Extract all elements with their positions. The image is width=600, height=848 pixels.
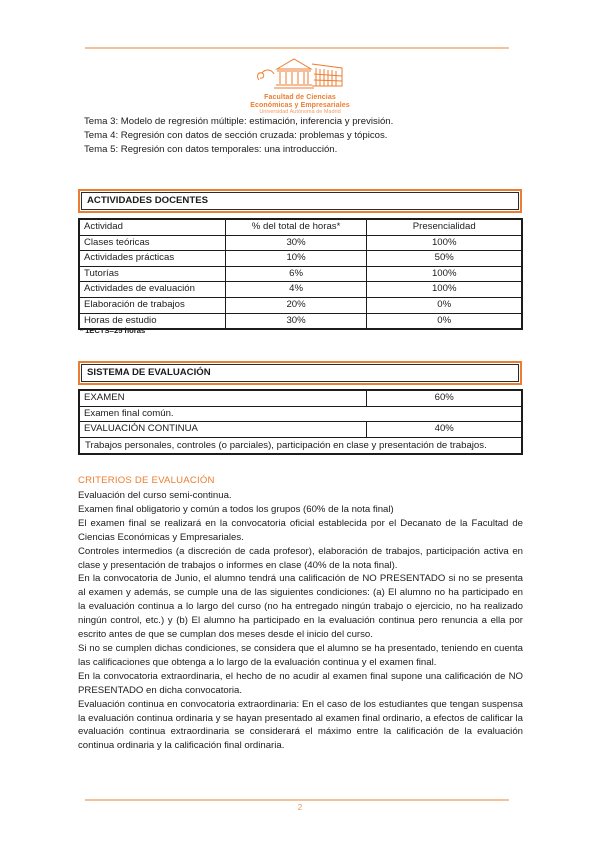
faculty-logo: [0, 56, 600, 115]
logo-text-line2: Económicas y Empresariales: [250, 101, 350, 109]
paragraph: Evaluación continua en convocatoria extraordinaria: En el caso de los estudiantes que tengan suspensa la evaluación continua ordinaria y se hayan presentado al examen final ordinario, a efectos de calificar la evaluación continua extraordinaria se considerará el máximo entre la calificación de la evaluación continua ordinaria y la calificación final ordinaria.: [78, 698, 523, 752]
cell-horas: 20%: [225, 297, 367, 313]
table-row: [79, 437, 522, 454]
cell-horas: 30%: [225, 313, 367, 329]
table-row: [79, 422, 522, 438]
cell-examen-weight: 60%: [367, 390, 522, 406]
cell-actividad: Horas de estudio: [79, 313, 225, 329]
criterios-heading: CRITERIOS DE EVALUACIÓN: [78, 475, 215, 486]
col-header-horas: % del total de horas*: [225, 219, 367, 235]
table-row: [79, 406, 522, 422]
col-header-presencialidad: Presencialidad: [367, 219, 522, 235]
cell-horas: 30%: [225, 235, 367, 251]
section-header-actividades: [78, 189, 522, 213]
paragraph: Evaluación del curso semi-continua.: [78, 490, 232, 501]
cell-examen-label: EXAMEN: [79, 390, 367, 406]
temas-list: [84, 115, 393, 156]
cell-horas: 4%: [225, 282, 367, 298]
table-row: [79, 266, 522, 282]
footer-rule: [85, 799, 509, 801]
cell-actividad: Tutorías: [79, 266, 225, 282]
university-building-icon: [250, 56, 350, 94]
logo-text-line3: Universidad Autónoma de Madrid: [259, 109, 341, 116]
section-title: SISTEMA DE EVALUACIÓN: [81, 364, 519, 382]
cell-continua-desc: Trabajos personales, controles (o parciales), participación en clase y presentación de trabajos.: [79, 437, 522, 454]
actividades-table: [78, 218, 523, 330]
cell-horas: 6%: [225, 266, 367, 282]
cell-presencialidad: 50%: [367, 251, 522, 267]
tema-line-4: Tema 4: Regresión con datos de sección cruzada: problemas y tópicos.: [84, 129, 388, 141]
evaluacion-table: [78, 389, 523, 455]
header-rule: [85, 47, 509, 49]
paragraph: Si no se cumplen dichas condiciones, se considera que el alumno se ha presentado, teniendo en cuenta las calificaciones que obtenga a lo largo de la evaluación continua y el examen final.: [78, 642, 523, 668]
tema-line-3: Tema 3: Modelo de regresión múltiple: estimación, inferencia y previsión.: [84, 116, 394, 127]
tema-line-5: Tema 5: Regresión con datos temporales: una introducción.: [84, 143, 338, 155]
paragraph: Controles intermedios (a discreción de cada profesor), elaboración de trabajos, participación activa en clase y presentación de trabajos o informes en clase (40% de la nota final).: [78, 545, 523, 571]
section-title: ACTIVIDADES DOCENTES: [81, 192, 519, 210]
col-header-actividad: Actividad: [79, 219, 225, 235]
cell-presencialidad: 100%: [367, 235, 522, 251]
cell-continua-label: EVALUACIÓN CONTINUA: [79, 422, 367, 438]
cell-horas: 10%: [225, 251, 367, 267]
table-row: [79, 282, 522, 298]
cell-actividad: Elaboración de trabajos: [79, 297, 225, 313]
table-row: [79, 235, 522, 251]
cell-continua-weight: 40%: [367, 422, 522, 438]
cell-presencialidad: 100%: [367, 282, 522, 298]
cell-actividad: Actividades prácticas: [79, 251, 225, 267]
paragraph: El examen final se realizará en la convocatoria oficial establecida por el Decanato de la Facultad de Ciencias Económicas y Empresariales.: [78, 517, 523, 543]
paragraph: Examen final obligatorio y común a todos los grupos (60% de la nota final): [78, 503, 394, 515]
paragraph: En la convocatoria de Junio, el alumno tendrá una calificación de NO PRESENTADO si no se presenta al examen y además, se cumple una de las siguientes condiciones: (a) El alumno no ha participado en la evaluación continua a lo largo del curso (no ha entregado ningún trabajo o ejercicio, no ha realizado ningún control, etc.) y (b) El alumno ha participado en la evaluación continua pero renuncia a ella por escrito antes de que se cumplan dos meses desde el inicio del curso.: [78, 573, 523, 641]
table-row: [79, 297, 522, 313]
cell-presencialidad: 0%: [367, 313, 522, 329]
table-row: [79, 313, 522, 329]
table-row: [79, 251, 522, 267]
logo-text-line1: Facultad de Ciencias: [264, 94, 336, 101]
cell-presencialidad: 0%: [367, 297, 522, 313]
cell-actividad: Clases teóricas: [79, 235, 225, 251]
criterios-paragraphs: [78, 489, 523, 753]
paragraph: En la convocatoria extraordinaria, el hecho de no acudir al examen final supone una calificación de NO PRESENTADO en dicha convocatoria.: [78, 670, 523, 696]
cell-actividad: Actividades de evaluación: [79, 282, 225, 298]
section-header-evaluacion: [78, 361, 522, 385]
cell-presencialidad: 100%: [367, 266, 522, 282]
table-header-row: [79, 219, 522, 235]
cell-examen-desc: Examen final común.: [79, 406, 522, 422]
page-number: 2: [297, 802, 303, 812]
table-row: [79, 390, 522, 406]
ects-footnote: * 1ECTS=25 horas: [80, 326, 146, 335]
